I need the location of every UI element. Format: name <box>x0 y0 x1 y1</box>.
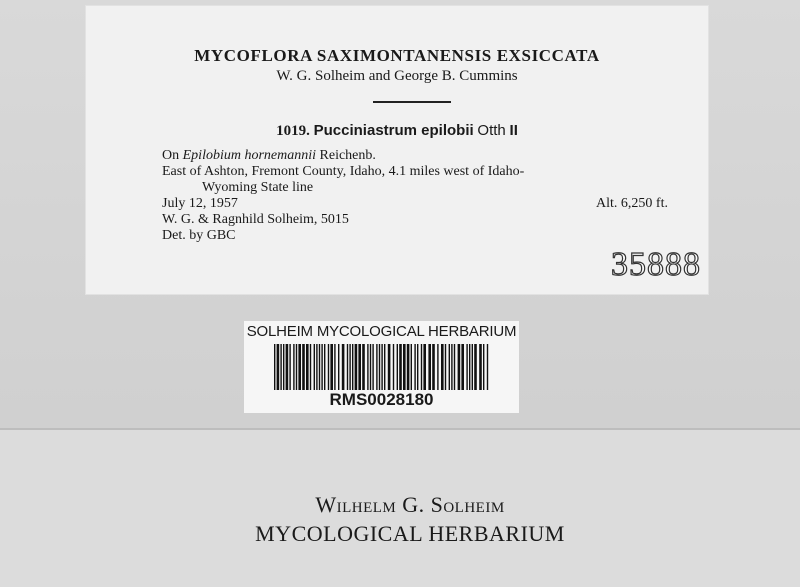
barcode-bar <box>280 344 281 390</box>
barcode-bar <box>349 344 350 390</box>
barcode-bar <box>319 344 320 390</box>
barcode-bar <box>310 344 311 390</box>
barcode-bar <box>411 344 412 390</box>
barcode-bar <box>458 344 461 390</box>
barcode-bar <box>342 344 345 390</box>
barcode-bar <box>334 344 335 390</box>
barcode-bar <box>286 344 289 390</box>
barcode-bar <box>321 344 322 390</box>
barcode-bar <box>432 344 435 390</box>
barcode-bar <box>381 344 382 390</box>
label-divider <box>373 101 451 103</box>
barcode-bar <box>445 344 446 390</box>
barcode-bar <box>393 344 394 390</box>
altitude: Alt. 6,250 ft. <box>596 196 668 211</box>
barcode-bar <box>479 344 482 390</box>
barcode-bar <box>487 344 488 390</box>
host-line <box>162 148 668 164</box>
barcode-bar <box>407 344 410 390</box>
species-author: Otth <box>477 122 506 139</box>
species-name: Pucciniastrum epilobii <box>313 122 474 139</box>
label-title: MYCOFLORA SAXIMONTANENSIS EXSICCATA <box>194 46 600 65</box>
barcode-bar <box>283 344 284 390</box>
barcode-bar <box>298 344 301 390</box>
accession-stamp-number: 35888 <box>611 246 701 283</box>
barcode-bar <box>274 344 275 390</box>
barcode-bar <box>472 344 473 390</box>
barcode-bar <box>403 344 406 390</box>
barcode-bar <box>324 344 325 390</box>
barcode-bar <box>277 344 280 390</box>
spore-stage: II <box>509 122 518 139</box>
barcode-bar <box>384 344 385 390</box>
barcode-bar <box>417 344 418 390</box>
barcode-bar <box>289 344 290 390</box>
barcode-bar <box>421 344 422 390</box>
date-altitude-line <box>162 196 668 212</box>
barcode-bar <box>358 344 361 390</box>
barcode-bar <box>347 344 348 390</box>
barcode-bar <box>461 344 464 390</box>
barcode-bar <box>362 344 365 390</box>
barcode-label <box>244 321 519 413</box>
barcode-bar <box>293 344 294 390</box>
barcode-bar <box>314 344 315 390</box>
specimen-label <box>86 6 708 294</box>
collector: W. G. & Ragnhild Solheim, 5015 <box>162 212 349 227</box>
barcode-bar <box>330 344 333 390</box>
determiner: Det. by GBC <box>162 228 236 243</box>
barcode-bar <box>372 344 373 390</box>
barcode-bar <box>306 344 309 390</box>
barcode-bar <box>449 344 450 390</box>
barcode-bar <box>388 344 391 390</box>
herbarium-name: Wilhelm G. Solheim <box>315 492 505 517</box>
barcode-bar <box>397 344 398 390</box>
barcode-bar <box>466 344 467 390</box>
barcode-bar <box>451 344 452 390</box>
collection-details <box>162 148 668 244</box>
barcode-bar <box>355 344 358 390</box>
barcode-bar <box>423 344 426 390</box>
barcode-icon <box>274 344 489 390</box>
locality-line-cont: Wyoming State line <box>202 180 314 195</box>
host-prefix: On <box>162 148 180 163</box>
barcode-bar <box>328 344 329 390</box>
barcode-bar <box>338 344 339 390</box>
collection-date: July 12, 1957 <box>162 196 238 211</box>
species-line <box>86 122 708 140</box>
barcode-bar <box>469 344 470 390</box>
exsiccata-number: 1019. <box>276 123 310 139</box>
host-name: Epilobium hornemannii <box>182 148 317 163</box>
barcode-bar <box>296 344 297 390</box>
host-author: Reichenb. <box>319 148 376 163</box>
barcode-bar <box>379 344 380 390</box>
barcode-title: SOLHEIM MYCOLOGICAL HERBARIUM <box>246 323 517 340</box>
barcode-bar <box>441 344 444 390</box>
barcode-bar <box>414 344 415 390</box>
barcode-bar <box>316 344 317 390</box>
barcode-bar <box>376 344 377 390</box>
barcode-bar <box>437 344 438 390</box>
barcode-bar <box>428 344 431 390</box>
barcode-bar <box>367 344 368 390</box>
barcode-bar <box>302 344 305 390</box>
barcode-bar <box>352 344 353 390</box>
barcode-bar <box>483 344 484 390</box>
barcode-bar <box>454 344 455 390</box>
herbarium-subtitle: MYCOLOGICAL HERBARIUM <box>255 521 565 546</box>
barcode-bar <box>474 344 477 390</box>
barcode-bar <box>370 344 371 390</box>
barcode-id: RMS0028180 <box>329 390 434 409</box>
label-authors: W. G. Solheim and George B. Cummins <box>276 68 518 84</box>
locality-line: East of Ashton, Fremont County, Idaho, 4.1 miles west of Idaho- <box>162 164 525 179</box>
barcode-bar <box>399 344 402 390</box>
